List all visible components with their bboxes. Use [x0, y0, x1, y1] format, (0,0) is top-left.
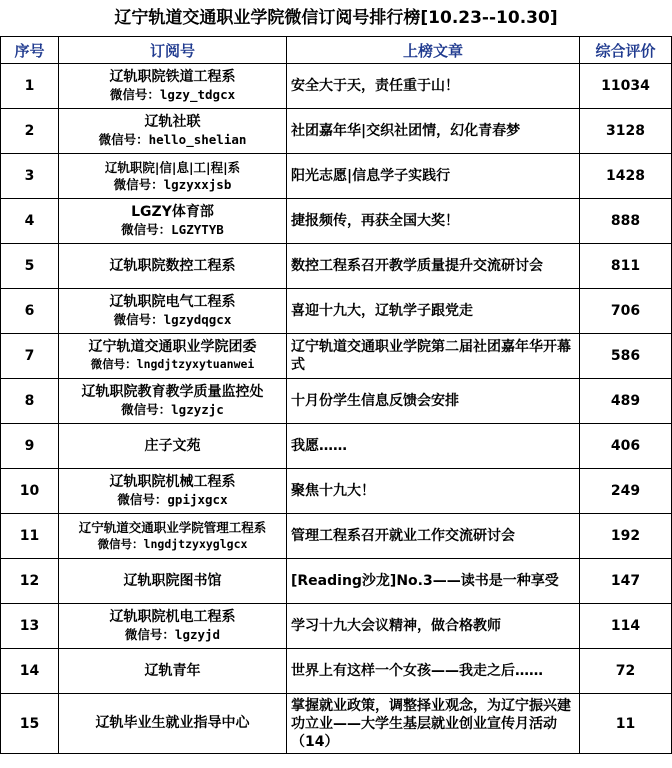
account-name: LGZY体育部 [131, 204, 214, 220]
rank-cell: 4 [1, 199, 59, 244]
account-cell [59, 334, 287, 379]
header-account: 订阅号 [59, 37, 287, 64]
score-cell: 811 [580, 244, 672, 289]
score-cell: 3128 [580, 109, 672, 154]
account-cell [59, 514, 287, 559]
account-cell [59, 694, 287, 754]
rank-cell: 11 [1, 514, 59, 559]
account-cell [59, 199, 287, 244]
account-cell [59, 559, 287, 604]
account-name: 辽轨社联 [144, 114, 201, 130]
account-name: 辽宁轨道交通职业学院管理工程系 [78, 520, 267, 535]
account-name: 辽轨职院电气工程系 [109, 294, 236, 310]
score-cell: 489 [580, 379, 672, 424]
score-cell: 147 [580, 559, 672, 604]
score-cell: 11034 [580, 64, 672, 109]
rank-cell: 13 [1, 604, 59, 649]
wechat-id: 微信号：gpijxgcx [117, 492, 228, 507]
score-cell: 1428 [580, 154, 672, 199]
rank-cell: 1 [1, 64, 59, 109]
article-cell: 辽宁轨道交通职业学院第二届社团嘉年华开幕式 [287, 334, 580, 379]
table-row [1, 604, 672, 649]
table-row [1, 64, 672, 109]
score-cell: 192 [580, 514, 672, 559]
account-name: 辽宁轨道交通职业学院团委 [88, 339, 257, 355]
article-cell: 世界上有这样一个女孩——我走之后…… [287, 649, 580, 694]
rank-cell: 3 [1, 154, 59, 199]
account-cell [59, 424, 287, 469]
table-row [1, 379, 672, 424]
article-cell: 捷报频传，再获全国大奖！ [287, 199, 580, 244]
wechat-id: 微信号：lgzyjd [124, 627, 221, 642]
account-cell [59, 379, 287, 424]
score-cell: 249 [580, 469, 672, 514]
rank-cell: 12 [1, 559, 59, 604]
article-cell: 掌握就业政策，调整择业观念，为辽宁振兴建功立业——大学生基层就业创业宣传月活动（14） [287, 694, 580, 754]
table-row [1, 289, 672, 334]
header-article: 上榜文章 [287, 37, 580, 64]
wechat-id: 微信号：lgzyzjc [121, 402, 224, 417]
table-row [1, 154, 672, 199]
account-name: 辽轨毕业生就业指导中心 [95, 715, 250, 731]
account-cell [59, 109, 287, 154]
header-row [1, 37, 672, 64]
table-row [1, 694, 672, 754]
account-name: 辽轨职院铁道工程系 [109, 69, 236, 85]
account-cell [59, 64, 287, 109]
rank-cell: 9 [1, 424, 59, 469]
score-cell: 114 [580, 604, 672, 649]
account-cell [59, 289, 287, 334]
table-row [1, 199, 672, 244]
score-cell: 888 [580, 199, 672, 244]
rank-cell: 2 [1, 109, 59, 154]
rank-cell: 5 [1, 244, 59, 289]
article-cell: 阳光志愿|信息学子实践行 [287, 154, 580, 199]
ranking-table [0, 36, 672, 754]
wechat-id: 微信号：lngdjtzyxytuanwei [90, 357, 255, 371]
table-row [1, 469, 672, 514]
rank-cell: 7 [1, 334, 59, 379]
article-cell: 安全大于天，责任重于山！ [287, 64, 580, 109]
article-cell: [Reading沙龙]No.3——读书是一种享受 [287, 559, 580, 604]
table-row [1, 424, 672, 469]
score-cell: 11 [580, 694, 672, 754]
account-name: 辽轨职院|信|息|工|程|系 [104, 160, 241, 175]
account-name: 辽轨职院机械工程系 [109, 474, 236, 490]
account-name: 辽轨职院数控工程系 [109, 257, 236, 274]
account-name: 辽轨职院教育教学质量监控处 [81, 384, 264, 400]
account-cell [59, 604, 287, 649]
table-row [1, 649, 672, 694]
score-cell: 586 [580, 334, 672, 379]
rank-cell: 10 [1, 469, 59, 514]
header-score: 综合评价 [580, 37, 672, 64]
wechat-id: 微信号：lngdjtzyxyglgcx [97, 537, 248, 551]
table-row [1, 514, 672, 559]
account-name: 庄子文苑 [144, 437, 201, 454]
article-cell: 数控工程系召开教学质量提升交流研讨会 [287, 244, 580, 289]
table-row [1, 334, 672, 379]
article-cell: 十月份学生信息反馈会安排 [287, 379, 580, 424]
article-cell: 社团嘉年华|交织社团情，幻化青春梦 [287, 109, 580, 154]
wechat-id: 微信号：lgzydqgcx [113, 312, 232, 327]
article-cell: 喜迎十九大，辽轨学子跟党走 [287, 289, 580, 334]
account-cell [59, 244, 287, 289]
header-rank: 序号 [1, 37, 59, 64]
table-row [1, 559, 672, 604]
article-cell: 聚焦十九大！ [287, 469, 580, 514]
article-cell: 管理工程系召开就业工作交流研讨会 [287, 514, 580, 559]
wechat-id: 微信号：lgzyxxjsb [113, 177, 232, 192]
score-cell: 706 [580, 289, 672, 334]
article-cell: 学习十九大会议精神，做合格教师 [287, 604, 580, 649]
article-cell: 我愿…… [287, 424, 580, 469]
account-cell [59, 469, 287, 514]
rank-cell: 8 [1, 379, 59, 424]
account-cell [59, 154, 287, 199]
score-cell: 72 [580, 649, 672, 694]
table-row [1, 109, 672, 154]
account-name: 辽轨职院机电工程系 [109, 609, 236, 625]
wechat-id: 微信号：lgzy_tdgcx [109, 87, 236, 102]
account-cell [59, 649, 287, 694]
rank-cell: 6 [1, 289, 59, 334]
rank-cell: 15 [1, 694, 59, 754]
score-cell: 406 [580, 424, 672, 469]
wechat-id: 微信号：LGZYTYB [121, 222, 224, 237]
page-title: 辽宁轨道交通职业学院微信订阅号排行榜[10.23--10.30] [114, 8, 558, 28]
rank-cell: 14 [1, 649, 59, 694]
wechat-id: 微信号：hello_shelian [98, 132, 247, 147]
account-name: 辽轨青年 [144, 662, 201, 679]
account-name: 辽轨职院图书馆 [123, 572, 222, 589]
table-row [1, 244, 672, 289]
